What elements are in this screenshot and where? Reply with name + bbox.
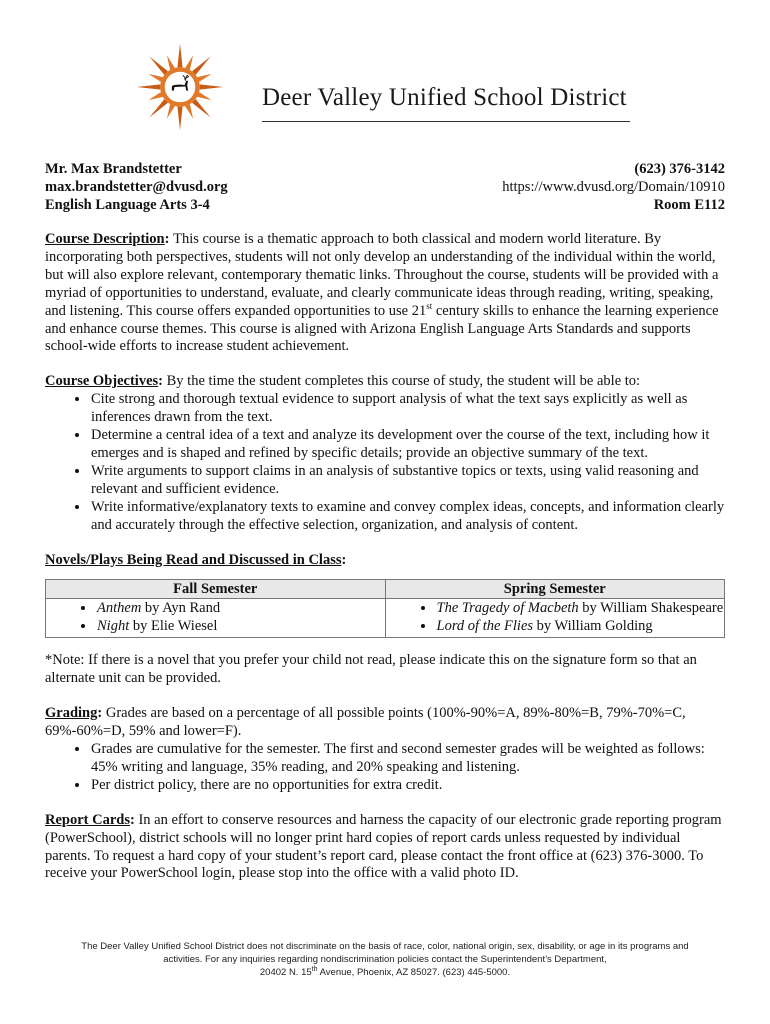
sun-ray bbox=[148, 92, 162, 100]
teacher-email[interactable]: max.brandstetter@dvusd.org bbox=[45, 179, 228, 195]
course-description: Course Description: This course is a thematic approach to both classical and modern world literature. By incorporating both perspectives, students will not only develop an understanding of the individual within the world, but will also explore relevant, contemporary thematic links. Throughout the course, students will be provided with a myriad of opportunities to understand, evaluate, and clearly communicate ideas through reading, writing, speaking, and listening. This course offers expanded opportunities to use 21st century skills to enhance the learning experience and enhance course themes. This course is aligned with Arizona English Language Arts Standards and supports school-wide efforts to increase student achievement. bbox=[45, 231, 719, 355]
district-name: Deer Valley Unified School District bbox=[262, 84, 627, 111]
contact-info bbox=[502, 160, 725, 214]
ordinal-suffix: st bbox=[426, 300, 433, 311]
report-cards-heading: Report Cards bbox=[45, 811, 130, 828]
spring-semester-cell bbox=[385, 599, 725, 638]
footer-address-b: Avenue, Phoenix, AZ 85027. (623) 445-5000. bbox=[317, 967, 511, 978]
objectives-list bbox=[45, 391, 727, 534]
objective-item: • Write informative/explanatory texts to examine and convey complex ideas, concepts, and information clearly and accurately through the effective selection, organization, and analysis of content. bbox=[90, 499, 727, 535]
header-rule bbox=[262, 121, 630, 122]
sun-ray bbox=[177, 44, 182, 68]
novel-title: Anthem bbox=[97, 600, 142, 617]
teacher-website-link[interactable]: https://www.dvusd.org/Domain/10910 bbox=[502, 179, 725, 195]
course-description-heading: Course Description bbox=[45, 231, 165, 247]
novels-table bbox=[45, 579, 725, 638]
grading-section: Grading: Grades are based on a percentage of all possible points (100%-90%=A, 89%-80%=B, 79%-70%=C, 69%-60%=D, 59% and lower=F). • Grades are cumulative for the semester. The first and second semester grades will be weighted as follows: 45% writing and language, 35% reading, and 20% speaking and listening. • Per district policy, there are no opportunities for extra credit. bbox=[45, 705, 727, 795]
course-objectives-heading: Course Objectives bbox=[45, 373, 159, 390]
teacher-phone: (623) 376-3142 bbox=[634, 161, 725, 177]
sun-ray bbox=[137, 84, 161, 89]
grading-heading: Grading bbox=[45, 705, 98, 722]
novel-author: by William Golding bbox=[533, 618, 653, 635]
sun-ray bbox=[185, 104, 193, 118]
sun-ray bbox=[197, 74, 211, 82]
novel-title: Lord of the Flies bbox=[436, 618, 534, 635]
objective-item: • Write arguments to support claims in an analysis of substantive topics or texts, using valid reasoning and relevant and sufficient evidence. bbox=[90, 463, 727, 499]
teacher-name: Mr. Max Brandstetter bbox=[45, 161, 182, 177]
footer-ordinal: th bbox=[311, 965, 318, 973]
novel-item bbox=[436, 599, 725, 617]
course-objectives-intro: By the time the student completes this course of study, the student will be able to: bbox=[166, 373, 641, 390]
sun-ray bbox=[192, 56, 210, 74]
footer-line-3 bbox=[0, 966, 770, 979]
footer-line-2: activities. For any inquiries regarding nondiscrimination policies contact the Superintendent’s Department, bbox=[163, 954, 607, 965]
nondiscrimination-footer bbox=[0, 940, 770, 979]
footer-line-1: The Deer Valley Unified School District does not discriminate on the basis of race, color, national origin, sex, disability, or age in its programs and bbox=[81, 941, 689, 952]
novel-author: by Elie Wiesel bbox=[129, 618, 218, 635]
fall-semester-cell bbox=[46, 599, 386, 638]
novel-item bbox=[96, 617, 385, 635]
sun-ray bbox=[149, 99, 167, 117]
fall-semester-header: Fall Semester bbox=[46, 580, 386, 599]
course-objectives: Course Objectives: By the time the student completes this course of study, the student will be able to: • Cite strong and thorough textual evidence to support analysis of what the text says explicitly as well as inferences drawn from the text. • Determine a central idea of a text and analyze its development over the course of the text, including how it emerges and is shaped and refined by specific details; provide an objective summary of the text. • Write arguments to support claims in an analysis of substantive topics or texts, using valid reasoning and relevant and sufficient evidence. • Write informative/explanatory texts to examine and convey complex ideas, concepts, and information clearly and accurately through the effective selection, organization, and analysis of content. bbox=[45, 373, 727, 534]
sun-ray bbox=[192, 99, 210, 117]
novels-section: Novels/Plays Being Read and Discussed in Class: Fall Semester Spring Semester • Anthem by Ayn Rand • Night by Elie Wiesel • The Tragedy of Macbeth by William Shakespeare • Lord of the Flies by William Golding bbox=[45, 552, 727, 639]
grading-item: • Grades are cumulative for the semester. The first and second semester grades will be weighted as follows: 45% writing and language, 35% reading, and 20% speaking and listening. bbox=[90, 741, 727, 777]
spring-semester-header: Spring Semester bbox=[385, 580, 725, 599]
sun-ray bbox=[197, 92, 211, 100]
novel-item bbox=[436, 617, 725, 635]
novel-author: by Ayn Rand bbox=[141, 600, 221, 617]
sun-ray bbox=[149, 56, 167, 74]
sun-ray bbox=[148, 74, 162, 82]
objective-item: • Determine a central idea of a text and analyze its development over the course of the text, including how it emerges and is shaped and refined by specific details; provide an objective summary of the text. bbox=[90, 427, 727, 463]
novel-item bbox=[96, 599, 385, 617]
course-name: English Language Arts 3-4 bbox=[45, 197, 210, 213]
novel-title: The Tragedy of Macbeth bbox=[436, 600, 579, 617]
novel-author: by William Shakespeare bbox=[578, 600, 724, 617]
novel-title: Night bbox=[97, 618, 130, 635]
course-description-text-a: This course is a thematic approach to both classical and modern world literature. By incorporating both perspectives, students will not only develop an understanding of the individual within the world, but will also explore relevant, contemporary thematic links. Throughout the course, students will be provided with a myriad of opportunities to understand, evaluate, and clearly communicate ideas through reading, writing, speaking, and listening. This course offers expanded opportunities to use 21 bbox=[45, 231, 719, 319]
report-cards-section: Report Cards: In an effort to conserve resources and harness the capacity of our electronic grade reporting program (PowerSchool), district schools will no longer print hard copies of report cards unless requested by individual parents. To request a hard copy of your student’s report card, please contact the front office at (623) 376-3000. To receive your PowerSchool login, please stop into the office with a valid photo ID. bbox=[45, 811, 722, 882]
room-number: Room E112 bbox=[653, 197, 725, 213]
novels-heading: Novels/Plays Being Read and Discussed in Class bbox=[45, 551, 342, 568]
syllabus-body bbox=[45, 231, 727, 900]
sun-deer-logo-icon bbox=[135, 42, 225, 132]
sun-inner bbox=[165, 72, 196, 103]
grading-text: Grades are based on a percentage of all possible points (100%-90%=A, 89%-80%=B, 79%-70%=C, 69%-60%=D, 59% and lower=F). bbox=[45, 705, 686, 740]
novel-note: *Note: If there is a novel that you prefer your child not read, please indicate this on the signature form so that an alternate unit can be provided. bbox=[45, 652, 697, 687]
objective-item: • Cite strong and thorough textual evidence to support analysis of what the text says explicitly as well as inferences drawn from the text. bbox=[90, 391, 727, 427]
report-cards-text: In an effort to conserve resources and harness the capacity of our electronic grade reporting program (PowerSchool), district schools will no longer print hard copies of report cards unless requested by individual parents. To request a hard copy of your student’s report card, please contact the front office at (623) 376-3000. To receive your PowerSchool login, please stop into the office with a valid photo ID. bbox=[45, 811, 722, 882]
teacher-info bbox=[45, 160, 228, 214]
sun-ray bbox=[167, 55, 175, 69]
sun-ray bbox=[185, 55, 193, 69]
footer-address-a: 20402 N. 15 bbox=[259, 967, 312, 978]
grading-list bbox=[45, 741, 727, 795]
grading-item: • Per district policy, there are no opportunities for extra credit. bbox=[90, 777, 727, 795]
sun-ray bbox=[167, 104, 175, 118]
sun-ray bbox=[177, 107, 182, 131]
course-description-text-b: century skills to enhance the learning experience and enhance course themes. This course is aligned with Arizona English Language Arts Standards and supports school-wide efforts to increase student achievement. bbox=[45, 302, 719, 355]
sun-ray bbox=[200, 84, 224, 89]
